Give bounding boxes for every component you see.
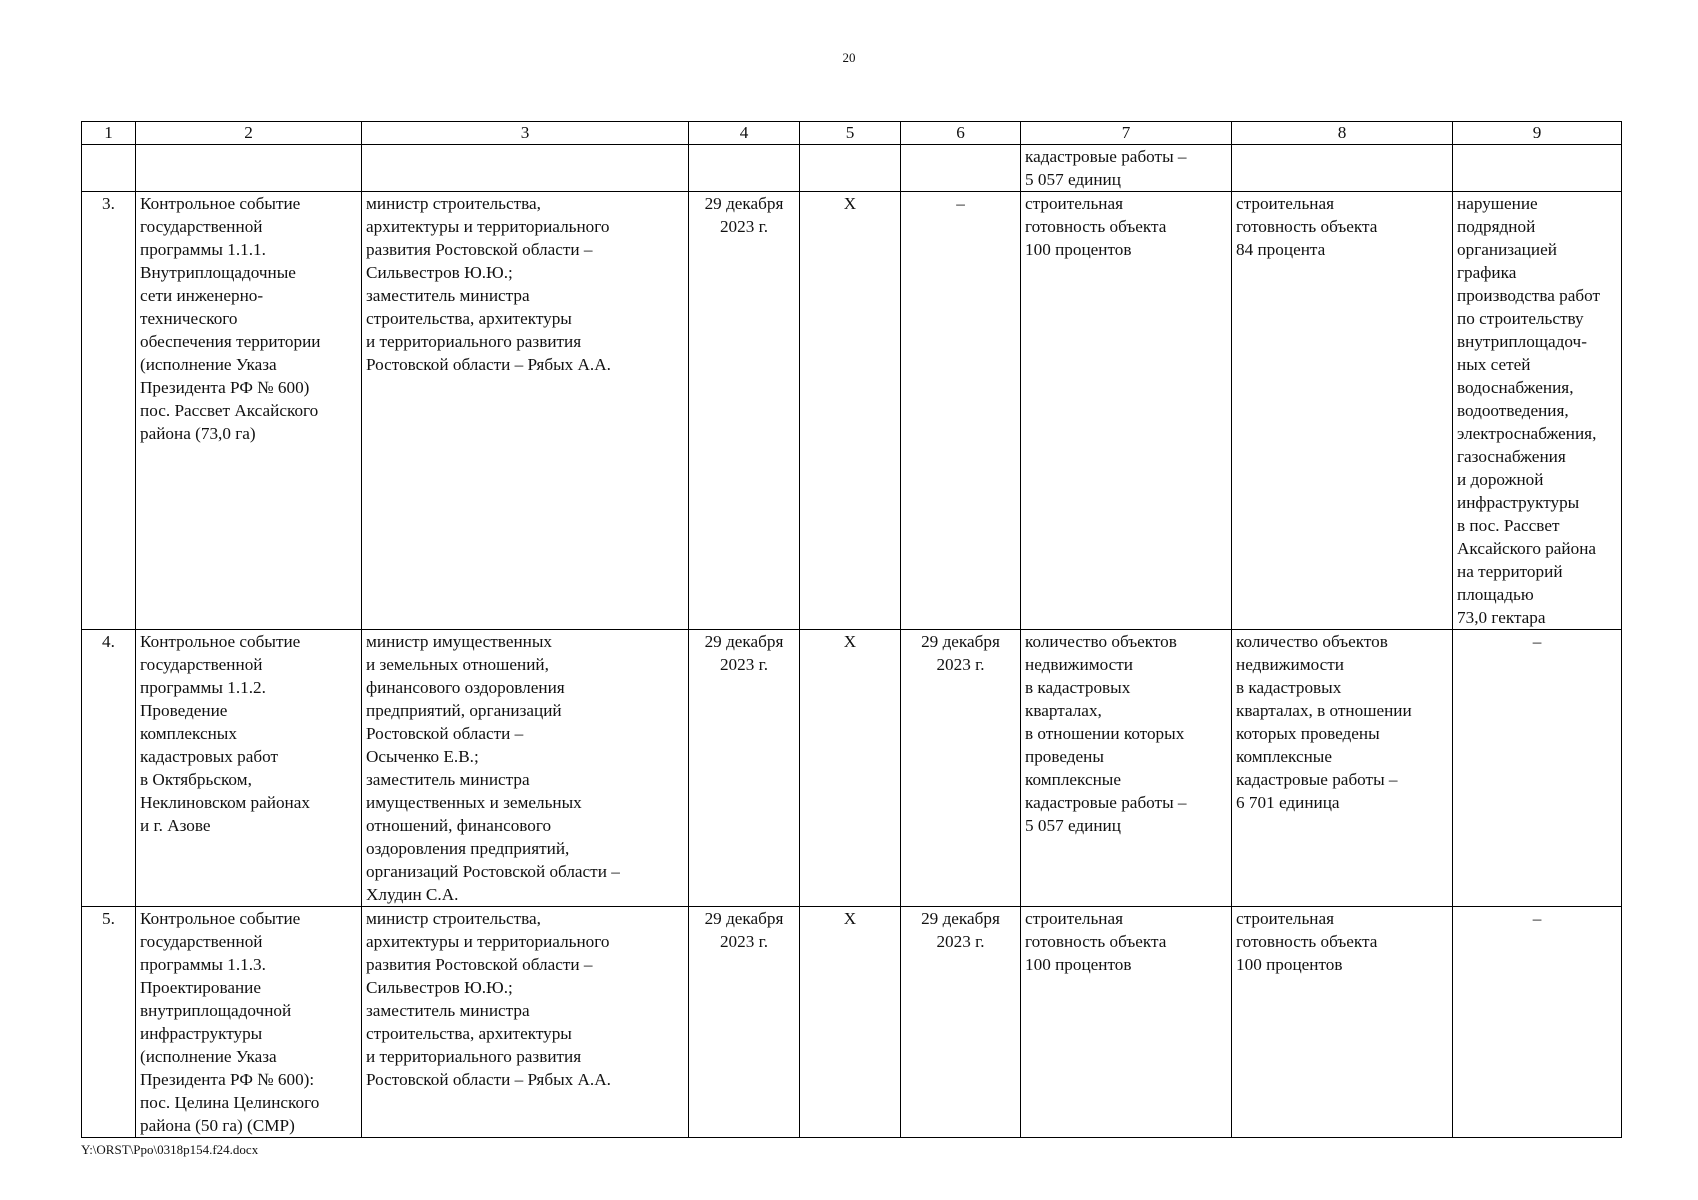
column-header: 8 — [1232, 122, 1453, 145]
column-header: 3 — [362, 122, 689, 145]
column-header: 5 — [800, 122, 901, 145]
actual-result-cell: строительная готовность объекта 84 процента — [1232, 192, 1453, 630]
col6-cell: – — [901, 192, 1021, 630]
row-number: 4. — [82, 630, 136, 907]
row-number: 5. — [82, 907, 136, 1138]
col5-cell: Х — [800, 630, 901, 907]
table-row — [82, 907, 1622, 1138]
reason-cell: – — [1453, 907, 1622, 1138]
row-number: 3. — [82, 192, 136, 630]
column-header: 9 — [1453, 122, 1622, 145]
actual-result-cell: количество объектов недвижимости в кадастровых кварталах, в отношении которых проведены комплексные кадастровые работы – 6 701 единица — [1232, 630, 1453, 907]
responsible-cell — [362, 145, 689, 192]
page-number: 20 — [842, 50, 856, 65]
reason-cell: нарушение подрядной организацией графика производства работ по строительству внутриплощадоч- ных сетей водоснабжения, водоотведения, электроснабжения, газоснабжения и дорожной инфраструктуры в пос. Рассвет Аксайского района на территорий площадью 73,0 гектара — [1453, 192, 1622, 630]
event-cell: Контрольное событие государственной программы 1.1.1. Внутриплощадочные сети инженерно- технического обеспечения территории (исполнение Указа Президента РФ № 600) пос. Рассвет Аксайского района (73,0 га) — [136, 192, 362, 630]
responsible-cell: министр имущественных и земельных отношений, финансового оздоровления предприятий, организаций Ростовской области – Осыченко Е.В.; заместитель министра имущественных и земельных отношений, финансового оздоровления предприятий, организаций Ростовской области – Хлудин С.А. — [362, 630, 689, 907]
file-path-footer: Y:\ORST\Ppo\0318p154.f24.docx — [81, 1142, 259, 1157]
table-row — [82, 630, 1622, 907]
column-header: 6 — [901, 122, 1021, 145]
plan-date-cell — [689, 145, 800, 192]
reason-cell — [1453, 145, 1622, 192]
plan-date-cell: 29 декабря 2023 г. — [689, 630, 800, 907]
col6-cell — [901, 145, 1021, 192]
responsible-cell: министр строительства, архитектуры и территориального развития Ростовской области – Сильвестров Ю.Ю.; заместитель министра строительства, архитектуры и территориального развития Ростовской области – Рябых А.А. — [362, 192, 689, 630]
col5-cell: Х — [800, 907, 901, 1138]
event-cell — [136, 145, 362, 192]
responsible-cell: министр строительства, архитектуры и территориального развития Ростовской области – Сильвестров Ю.Ю.; заместитель министра строительства, архитектуры и территориального развития Ростовской области – Рябых А.А. — [362, 907, 689, 1138]
plan-date-cell: 29 декабря 2023 г. — [689, 192, 800, 630]
col6-cell: 29 декабря 2023 г. — [901, 907, 1021, 1138]
column-header: 7 — [1021, 122, 1232, 145]
column-header: 2 — [136, 122, 362, 145]
table-row — [82, 145, 1622, 192]
col5-cell: Х — [800, 192, 901, 630]
planned-result-cell: строительная готовность объекта 100 процентов — [1021, 192, 1232, 630]
planned-result-cell: кадастровые работы – 5 057 единиц — [1021, 145, 1232, 192]
actual-result-cell: строительная готовность объекта 100 процентов — [1232, 907, 1453, 1138]
column-header: 1 — [82, 122, 136, 145]
column-number-row — [82, 122, 1622, 145]
planned-result-cell: строительная готовность объекта 100 процентов — [1021, 907, 1232, 1138]
actual-result-cell — [1232, 145, 1453, 192]
reason-cell: – — [1453, 630, 1622, 907]
row-number — [82, 145, 136, 192]
planned-result-cell: количество объектов недвижимости в кадастровых кварталах, в отношении которых проведены комплексные кадастровые работы – 5 057 единиц — [1021, 630, 1232, 907]
plan-date-cell: 29 декабря 2023 г. — [689, 907, 800, 1138]
control-events-table — [81, 121, 1622, 1138]
table-row — [82, 192, 1622, 630]
col6-cell: 29 декабря 2023 г. — [901, 630, 1021, 907]
event-cell: Контрольное событие государственной программы 1.1.2. Проведение комплексных кадастровых работ в Октябрьском, Неклиновском районах и г. Азове — [136, 630, 362, 907]
event-cell: Контрольное событие государственной программы 1.1.3. Проектирование внутриплощадочной инфраструктуры (исполнение Указа Президента РФ № 600): пос. Целина Целинского района (50 га) (СМР) — [136, 907, 362, 1138]
column-header: 4 — [689, 122, 800, 145]
col5-cell — [800, 145, 901, 192]
